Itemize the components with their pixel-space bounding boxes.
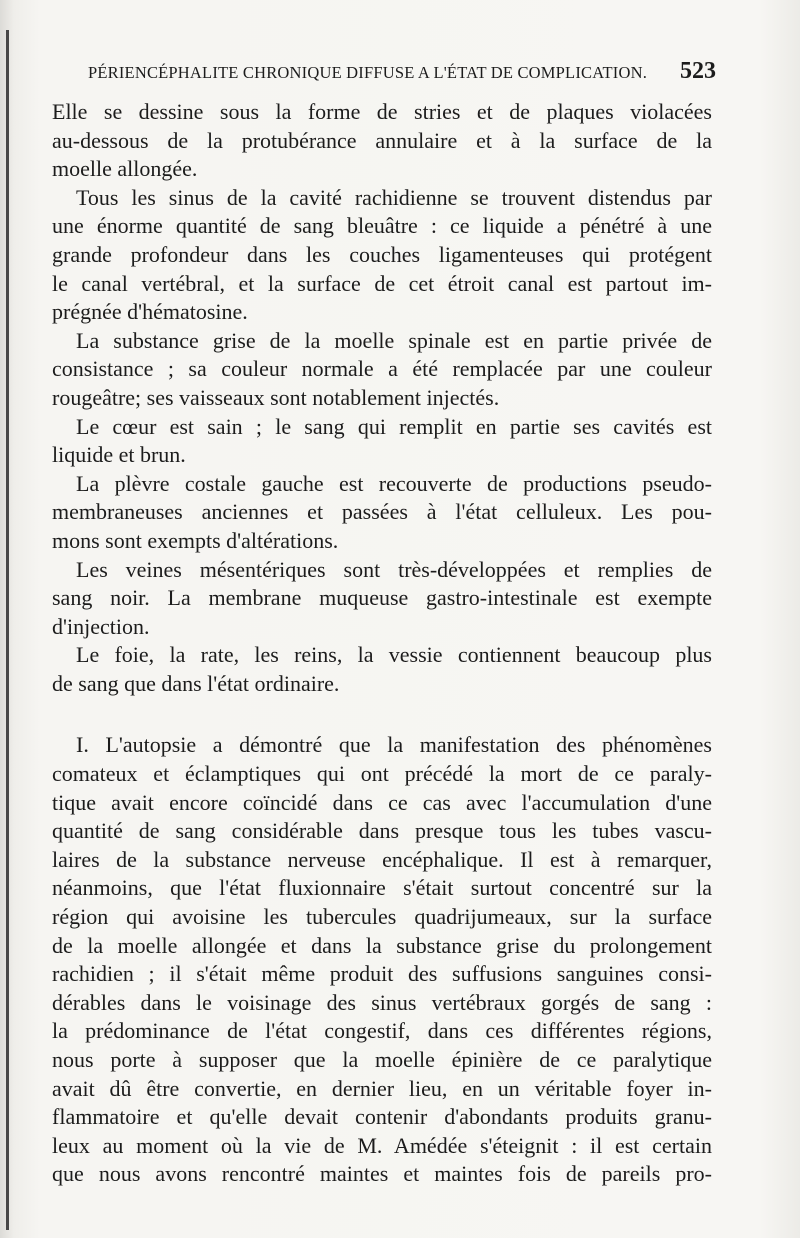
section-spacer [52, 698, 712, 731]
paragraph [52, 184, 712, 327]
paragraph [52, 98, 712, 184]
text-line: le canal vertébral, et la surface de cet étroit canal est partout im- [52, 270, 712, 296]
text-line: au-dessous de la protubérance annulaire et à la surface de la [52, 127, 712, 153]
text-line: grande profondeur dans les couches ligamenteuses qui protégent [52, 241, 712, 267]
paragraph [52, 641, 712, 698]
text-line: d'injection. [52, 613, 150, 639]
text-line: consistance ; sa couleur normale a été remplacée par une couleur [52, 356, 712, 382]
text-line: Le cœur est sain ; le sang qui remplit en partie ses cavités est [76, 413, 712, 439]
text-line: sang noir. La membrane muqueuse gastro-intestinale est exempte [52, 585, 712, 611]
text-line: que nous avons rencontré maintes et maintes fois de pareils pro- [52, 1161, 712, 1187]
text-line: tique avait encore coïncidé dans ce cas avec l'accumulation d'une [52, 789, 712, 815]
paragraph [52, 413, 712, 470]
paragraph [52, 327, 712, 413]
text-line: Tous les sinus de la cavité rachidienne se trouvent distendus par [76, 184, 712, 210]
text-line: de la moelle allongée et dans la substance grise du prolongement [52, 932, 712, 958]
text-line: I. L'autopsie a démontré que la manifestation des phénomènes [76, 732, 712, 758]
text-line: quantité de sang considérable dans presque tous les tubes vascu- [52, 818, 712, 844]
body-text [52, 98, 712, 1189]
text-line: région qui avoisine les tubercules quadrijumeaux, sur la surface [52, 904, 712, 930]
text-line: de sang que dans l'état ordinaire. [52, 670, 340, 696]
text-line: laires de la substance nerveuse encéphalique. Il est à remarquer, [52, 846, 712, 872]
text-line: rachidien ; il s'était même produit des suffusions sanguines consi- [52, 961, 712, 987]
text-line: prégnée d'hématosine. [52, 299, 248, 325]
binding-edge [6, 30, 9, 1230]
page-number: 523 [680, 58, 716, 84]
text-line: une énorme quantité de sang bleuâtre : ce liquide a pénétré à une [52, 213, 712, 239]
text-line: Les veines mésentériques sont très-développées et remplies de [76, 556, 712, 582]
paragraph [52, 556, 712, 642]
text-line: néanmoins, que l'état fluxionnaire s'était surtout concentré sur la [52, 875, 712, 901]
text-line: comateux et éclamptiques qui ont précédé la mort de ce paraly- [52, 761, 712, 787]
text-line: liquide et brun. [52, 442, 186, 468]
text-line: avait dû être convertie, en dernier lieu, en un véritable foyer in- [52, 1075, 712, 1101]
text-line: membraneuses anciennes et passées à l'état celluleux. Les pou- [52, 499, 712, 525]
text-line: flammatoire et qu'elle devait contenir d'abondants produits granu- [52, 1104, 712, 1130]
text-line: rougeâtre; ses vaisseaux sont notablement injectés. [52, 384, 500, 410]
text-line: mons sont exempts d'altérations. [52, 527, 339, 553]
commentary-section [52, 731, 712, 1189]
text-line: Le foie, la rate, les reins, la vessie contiennent beaucoup plus [76, 642, 712, 668]
text-line: La substance grise de la moelle spinale est en partie privée de [76, 327, 712, 353]
text-line: Elle se dessine sous la forme de stries et de plaques violacées [52, 99, 712, 124]
text-line: moelle allongée. [52, 156, 198, 182]
text-line: nous porte à supposer que la moelle épinière de ce paralytique [52, 1047, 712, 1072]
text-line: la prédominance de l'état congestif, dans ces différentes régions, [52, 1018, 712, 1044]
paragraph [52, 470, 712, 556]
running-title: PÉRIENCÉPHALITE CHRONIQUE DIFFUSE A L'ÉTAT DE COMPLICATION. [88, 63, 648, 82]
text-line: leux au moment où la vie de M. Amédée s'éteignit : il est certain [52, 1132, 712, 1158]
text-line: La plèvre costale gauche est recouverte de productions pseudo- [76, 470, 712, 496]
text-line: dérables dans le voisinage des sinus vertébraux gorgés de sang : [52, 989, 712, 1015]
running-head [88, 58, 716, 92]
